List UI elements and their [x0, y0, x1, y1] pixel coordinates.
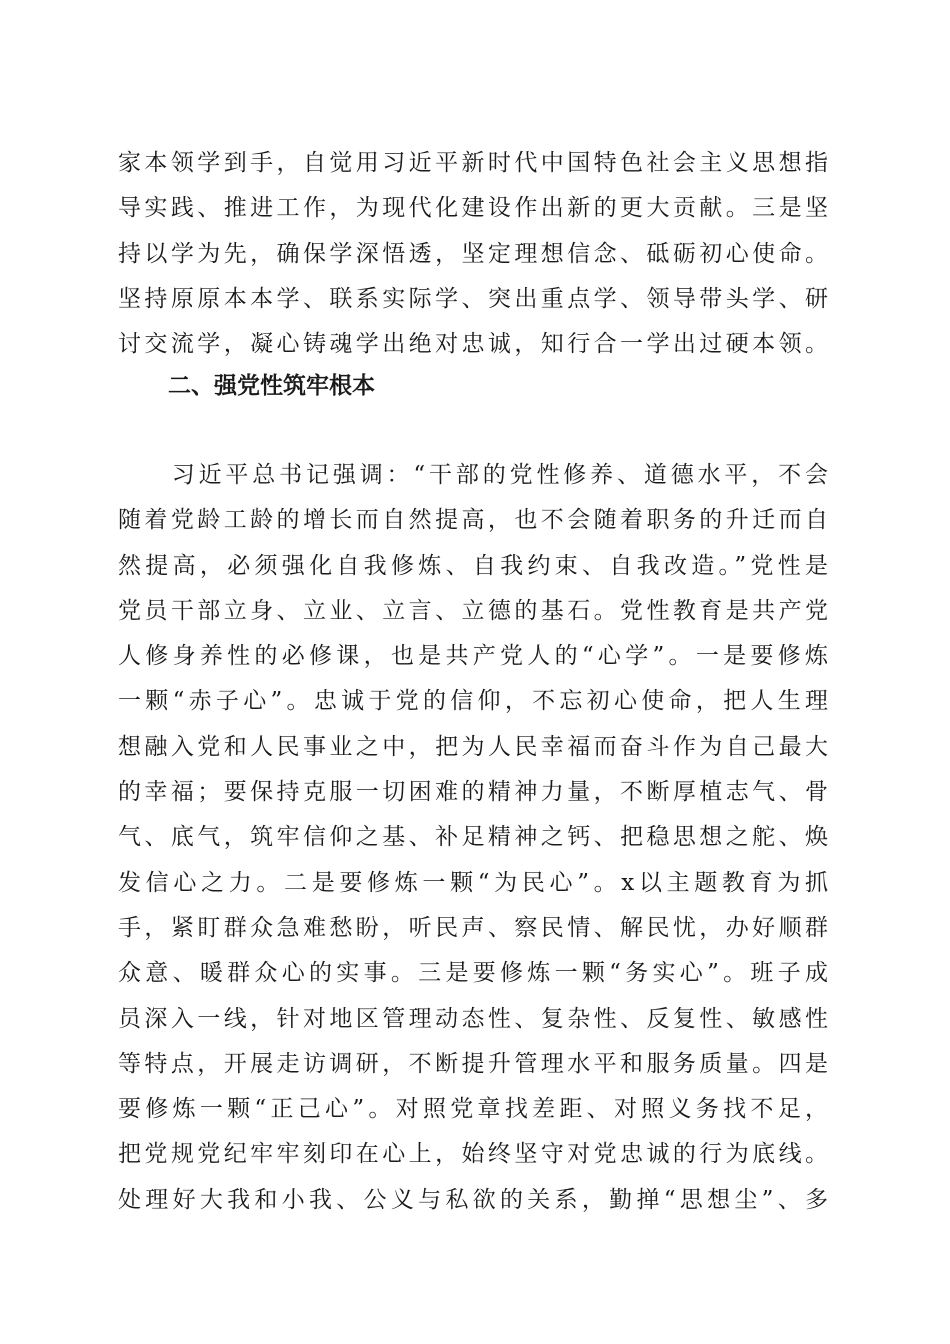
text-line: 众意、暖群众心的实事。三是要修炼一颗“务实心”。班子成 [118, 960, 828, 987]
text-line: 持以学为先，确保学深悟透，坚定理想信念、砥砺初心使命。 [118, 240, 828, 267]
text-line: 随着党龄工龄的增长而自然提高，也不会随着职务的升迁而自 [118, 507, 828, 534]
text-line: 党员干部立身、立业、立言、立德的基石。党性教育是共产党 [118, 597, 828, 624]
section-heading: 二、强党性筑牢根本 [168, 373, 375, 399]
paragraph-party-spirit [118, 453, 828, 1223]
text-line: 的幸福；要保持克服一切困难的精神力量，不断厚植志气、骨 [118, 779, 828, 806]
text-line: 把党规党纪牢牢刻印在心上，始终坚守对党忠诚的行为底线。 [118, 1141, 828, 1168]
text-line: 人修身养性的必修课，也是共产党人的“心学”。一是要修炼 [118, 643, 828, 670]
text-line: 处理好大我和小我、公义与私欲的关系，勤掸“思想尘”、多 [118, 1186, 828, 1213]
text-line: 手，紧盯群众急难愁盼，听民声、察民情、解民忧，办好顺群 [118, 914, 828, 941]
text-line: 然提高，必须强化自我修炼、自我约束、自我改造。”党性是 [118, 552, 828, 579]
text-line: 气、底气，筑牢信仰之基、补足精神之钙、把稳思想之舵、焕 [118, 824, 828, 851]
text-line: 等特点，开展走访调研，不断提升管理水平和服务质量。四是 [118, 1050, 828, 1077]
paragraph-continued [118, 141, 828, 367]
text-line: 一颗“赤子心”。忠诚于党的信仰，不忘初心使命，把人生理 [118, 688, 828, 715]
text-line: 导实践、推进工作，为现代化建设作出新的更大贡献。三是坚 [118, 195, 828, 222]
text-line: 坚持原原本本学、联系实际学、突出重点学、领导带头学、研 [118, 285, 828, 312]
text-line: 想融入党和人民事业之中，把为人民幸福而奋斗作为自己最大 [118, 733, 828, 760]
text-line: 家本领学到手，自觉用习近平新时代中国特色社会主义思想指 [118, 150, 828, 176]
text-line: 讨交流学，凝心铸魂学出绝对忠诚，知行合一学出过硬本领。 [118, 331, 828, 358]
text-line: 发信心之力。二是要修炼一颗“为民心”。x以主题教育为抓 [118, 869, 828, 896]
text-line: 要修炼一颗“正己心”。对照党章找差距、对照义务找不足， [118, 1096, 828, 1123]
text-line: 员深入一线，针对地区管理动态性、复杂性、反复性、敏感性 [118, 1005, 828, 1032]
text-line: 习近平总书记强调：“干部的党性修养、道德水平，不会 [118, 462, 828, 488]
